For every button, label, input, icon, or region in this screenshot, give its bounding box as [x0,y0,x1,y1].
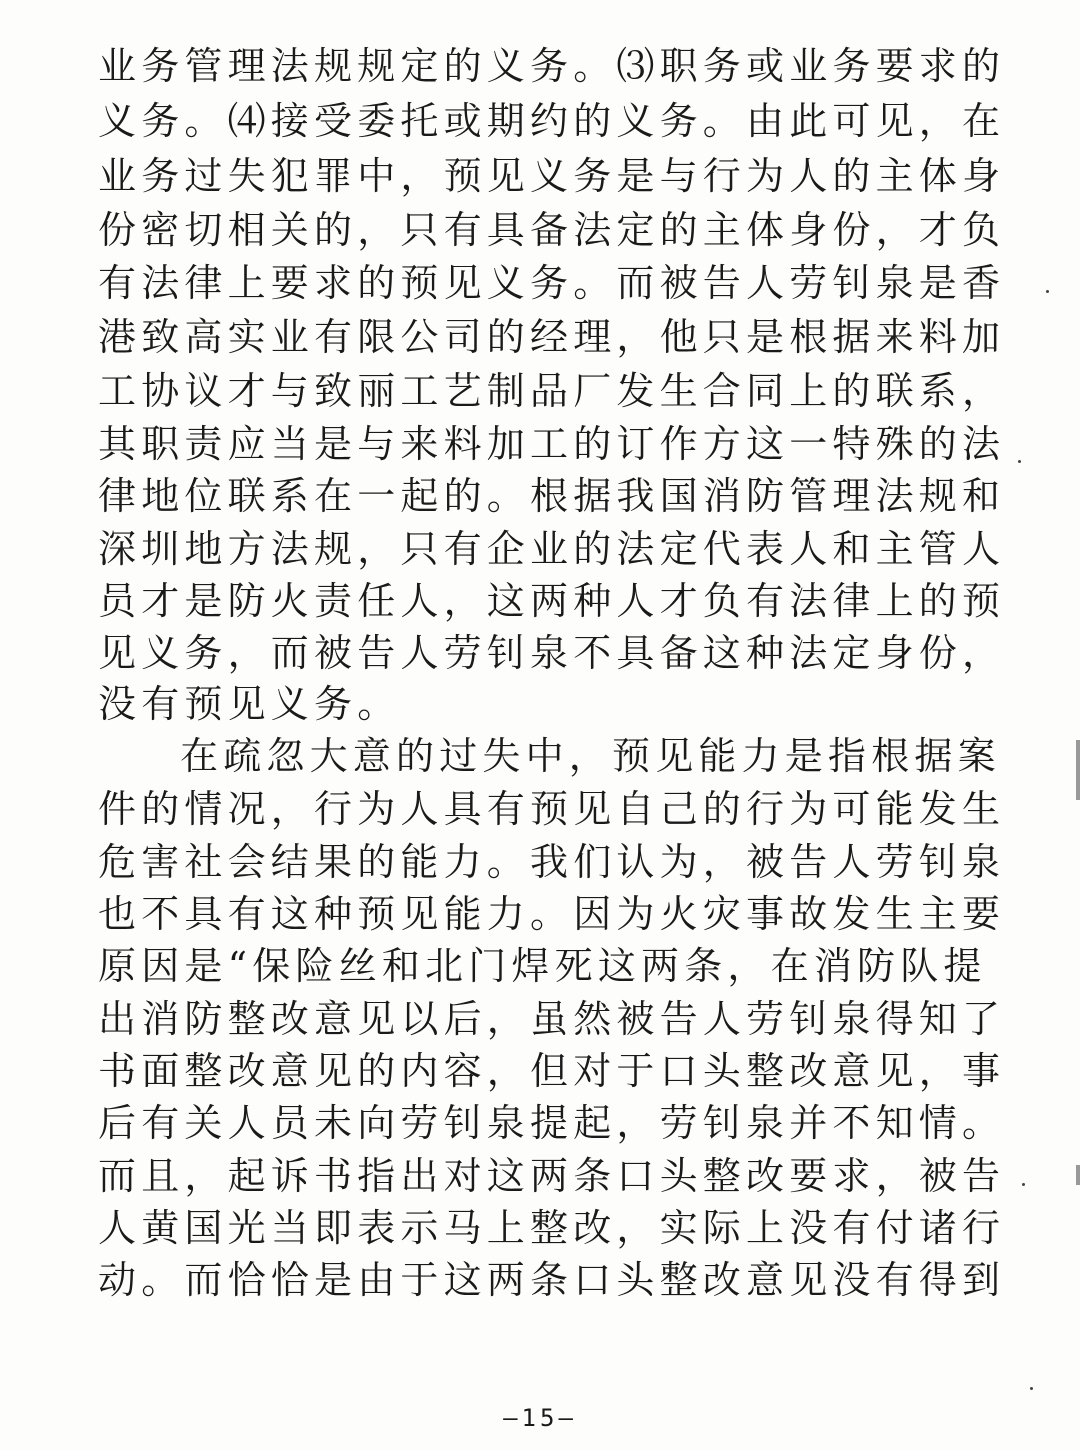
text-line-8: 其职责应当是与来料加工的订作方这一特殊的法 [98,422,1006,466]
text-line-13: 没有预见义务。 [98,682,401,726]
text-line-17: 也不具有这种预见能力。因为火灾事故发生主要 [98,892,1006,936]
text-line-1: 业务管理法规规定的义务。⑶职务或业务要求的 [98,44,1006,88]
text-line-7: 工协议才与致丽工艺制品厂发生合同上的联系， [98,369,1006,413]
text-line-18: 原因是“保险丝和北门焊死这两条，在消防队提 [98,944,987,988]
scan-speck [1046,290,1049,293]
text-line-4: 份密切相关的，只有具备法定的主体身份，才负 [98,208,1006,252]
text-line-3: 业务过失犯罪中，预见义务是与行为人的主体身 [98,154,1006,198]
text-line-5: 有法律上要求的预见义务。而被告人劳钊泉是香 [98,261,1006,305]
text-line-16: 危害社会结果的能力。我们认为，被告人劳钊泉 [98,840,1006,884]
text-line-11: 员才是防火责任人，这两种人才负有法律上的预 [98,579,1006,623]
text-line-15: 件的情况，行为人具有预见自己的行为可能发生 [98,787,1006,831]
text-line-12: 见义务，而被告人劳钊泉不具备这种法定身份， [98,631,1006,675]
text-line-20: 书面整改意见的内容，但对于口头整改意见，事 [98,1049,1006,1093]
text-line-24: 动。而恰恰是由于这两条口头整改意见没有得到 [98,1258,1006,1302]
text-line-10: 深圳地方法规，只有企业的法定代表人和主管人 [98,527,1006,571]
paragraph-2-first-line: 在疏忽大意的过失中，预见能力是指根据案 [180,734,1001,778]
text-line-6: 港致高实业有限公司的经理，他只是根据来料加 [98,315,1006,359]
text-line-21: 后有关人员未向劳钊泉提起，劳钊泉并不知情。 [98,1101,1006,1145]
text-line-22: 而且，起诉书指出对这两条口头整改要求，被告 [98,1154,1006,1198]
page-number: —15— [503,1404,577,1432]
text-line-23: 人黄国光当即表示马上整改，实际上没有付诸行 [98,1206,1006,1250]
text-line-2: 义务。⑷接受委托或期约的义务。由此可见，在 [98,99,1006,143]
text-line-19: 出消防整改意见以后，虽然被告人劳钊泉得知了 [98,997,1006,1041]
scan-edge-mark [1076,1165,1080,1185]
scan-edge-mark [1076,740,1080,800]
scan-speck [1030,1387,1033,1390]
scan-speck [1022,1183,1025,1186]
scan-speck [1018,460,1021,463]
text-line-9: 律地位联系在一起的。根据我国消防管理法规和 [98,474,1006,518]
